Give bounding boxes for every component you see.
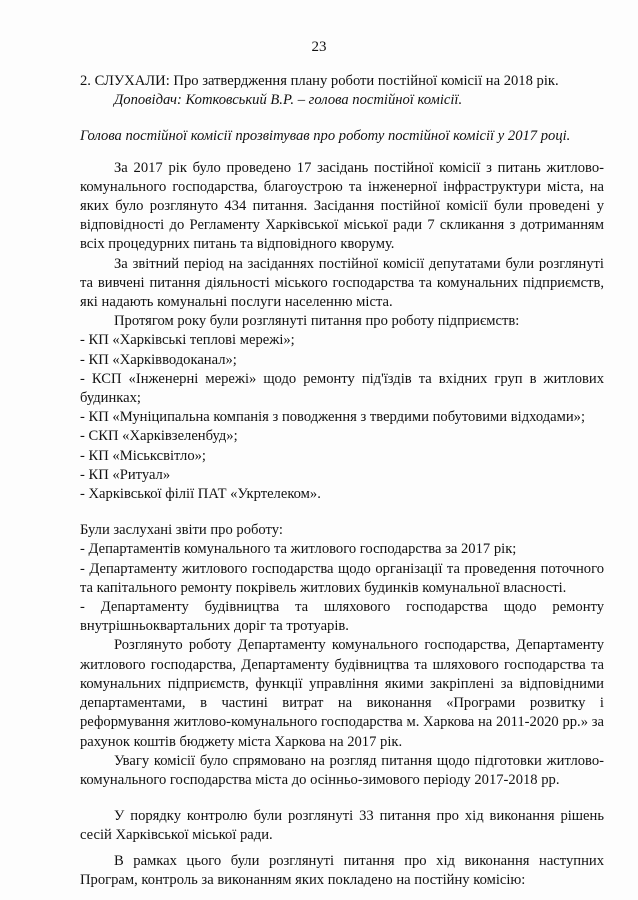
paragraph: У порядку контролю були розглянуті 33 питання про хід виконання рішень сесій Харківської міської ради. [80, 808, 604, 844]
paragraph: За 2017 рік було проведено 17 засідань постійної комісії з питань житлово-комунального господарства, благоустрою та інженерної інфраструктури міста, на яких було розглянуто 434 питання. Засідання постійної комісії були проведені у відповідності до Регламенту Харківської міської ради 7 скликання з дотриманням всіх процедурних питань та відповідного кворуму. [80, 159, 604, 253]
reports-list [80, 540, 604, 636]
paragraph: В рамках цього були розглянуті питання про хід виконання наступних Програм, контроль за виконанням яких покладено на постійну комісію: [80, 852, 604, 888]
list-item: - КП «Міськсвітло»; [80, 447, 206, 464]
enterprise-list [80, 331, 604, 504]
paragraph: Розглянуто роботу Департаменту комунального господарства, Департаменту житлового господарства, Департаменту будівництва та шляхового господарства та комунальних підприємств, функції управління якими закріплені за відповідними департаментами, в частині витрат на виконання «Програми розвитку і реформування житлово-комунального господарства м. Харкова на 2011-2020 рр.» за рахунок коштів бюджету міста Харкова на 2017 рік. [80, 637, 604, 750]
report-intro: Голова постійної комісії прозвітував про роботу постійної комісії у 2017 році. [80, 128, 571, 145]
paragraph: Протягом року були розглянуті питання про роботу підприємств: [114, 313, 520, 330]
list-item: - Харківської філії ПАТ «Укртелеком». [80, 486, 321, 503]
page-number: 23 [311, 39, 327, 55]
list-item: - КП «Ритуал» [80, 466, 171, 483]
list-item: - СКП «Харківзеленбуд»; [80, 428, 238, 445]
agenda-title: Про затвердження плану роботи постійної комісії на 2018 рік. [169, 73, 559, 89]
list-item: - КСП «Інженерні мережі» щодо ремонту під'їздів та вхідних груп в житлових будинках; [80, 370, 604, 407]
agenda-heading [80, 72, 604, 91]
agenda-label: 2. СЛУХАЛИ: [80, 73, 170, 89]
list-item: - КП «Муніципальна компанія з поводження з твердими побутовими відходами»; [80, 409, 586, 426]
speaker-line: Доповідач: Котковський В.Р. – голова постійної комісії. [114, 92, 463, 109]
list-item: - Департаменту житлового господарства щодо організації та проведення поточного та капітального ремонту покрівель житлових будинків комунальної власності. [80, 560, 604, 596]
page-content [80, 72, 604, 890]
list-item: - КП «Харківські теплові мережі»; [80, 332, 295, 349]
reports-intro: Були заслухані звіти про роботу: [80, 522, 283, 539]
paragraph: За звітний період на засіданнях постійної комісії депутатами були розглянуті та вивчені питання діяльності міського господарства та комунальних підприємств, які надають комунальні послуги населенню міста. [80, 255, 604, 311]
list-item: - КП «Харківводоканал»; [80, 351, 237, 368]
paragraph: Увагу комісії було спрямовано на розгляд питання щодо підготовки житлово-комунального господарства міста до осінньо-зимового періоду 2017-2018 рр. [80, 752, 604, 788]
list-item: - Департаментів комунального та житлового господарства за 2017 рік; [80, 541, 517, 558]
list-item: - Департаменту будівництва та шляхового господарства щодо ремонту внутрішньоквартальних доріг та тротуарів. [80, 599, 604, 635]
